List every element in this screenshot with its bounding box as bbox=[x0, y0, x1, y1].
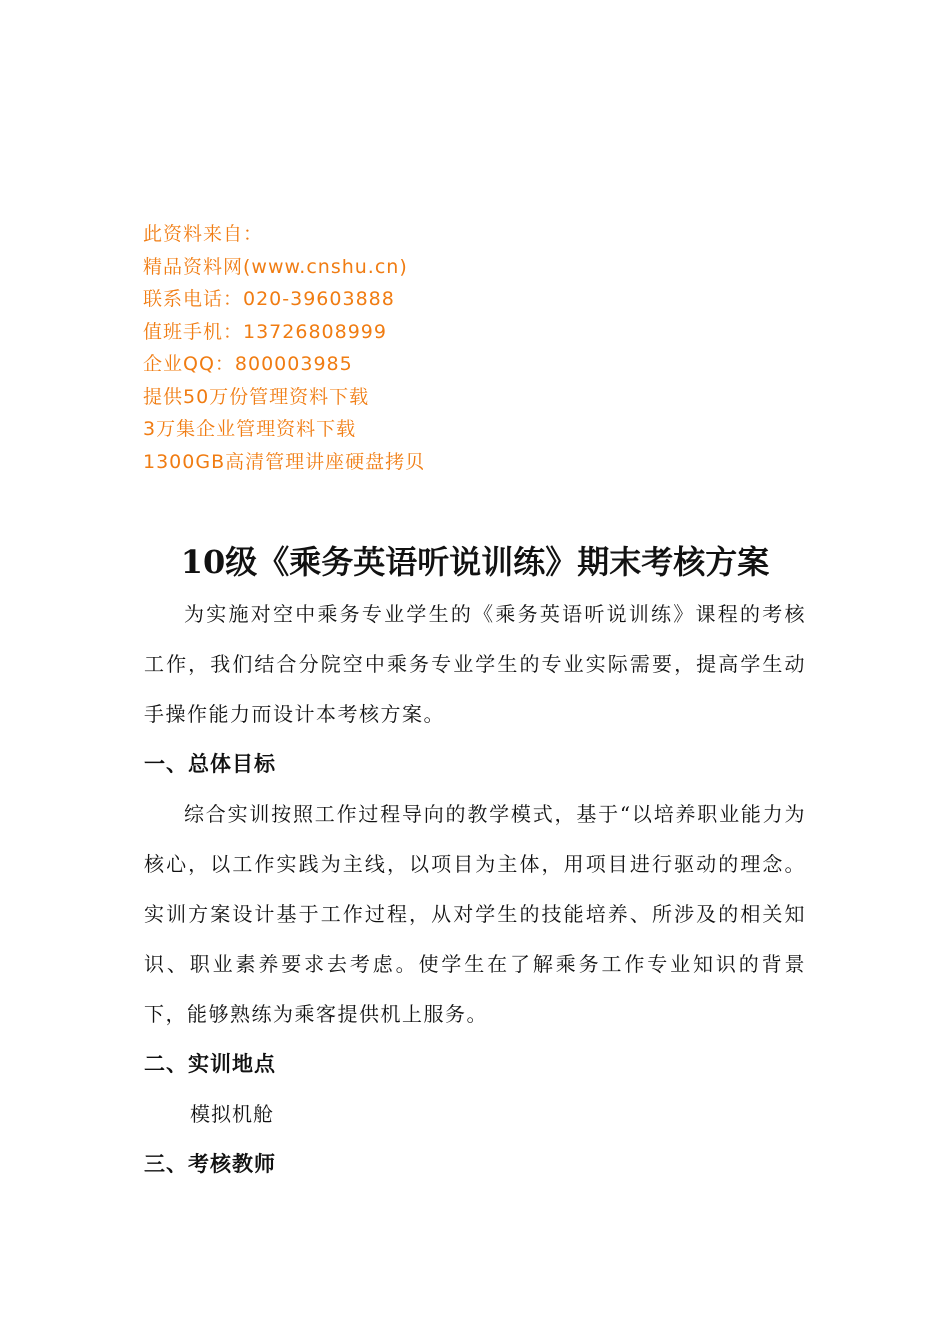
section-heading-teachers: 三、考核教师 bbox=[144, 1151, 276, 1176]
section-text-location: 模拟机舱 bbox=[190, 1102, 274, 1126]
source-line: 联系电话：020-39603888 bbox=[143, 288, 395, 310]
section-heading-location: 二、实训地点 bbox=[144, 1051, 276, 1076]
source-line: 此资料来自： bbox=[143, 223, 264, 245]
section-paragraph-goals: 综合实训按照工作过程导向的教学模式，基于“以培养职业能力为核心，以工作实践为主线，以项目为主体，用项目进行驱动的理念。实训方案设计基于工作过程，从对学生的技能培养、所涉及的相关知识、职业素养要求去考虑。使学生在了解乘务工作专业知识的背景下，能够熟练为乘客提供机上服务。 bbox=[144, 802, 806, 1026]
source-line: 精品资料网(www.cnshu.cn) bbox=[143, 255, 408, 278]
section-heading-goals: 一、总体目标 bbox=[144, 751, 276, 776]
document-title: 10级《乘务英语听说训练》期末考核方案 bbox=[180, 543, 770, 581]
source-line: 企业QQ：800003985 bbox=[143, 353, 353, 375]
source-line: 值班手机：13726808999 bbox=[143, 320, 387, 343]
source-info-block bbox=[143, 218, 743, 478]
document-body bbox=[144, 589, 806, 1189]
source-line: 提供50万份管理资料下载 bbox=[143, 385, 370, 408]
intro-paragraph: 为实施对空中乘务专业学生的《乘务英语听说训练》课程的考核工作，我们结合分院空中乘务专业学生的专业实际需要，提高学生动手操作能力而设计本考核方案。 bbox=[144, 602, 806, 726]
source-line: 1300GB高清管理讲座硬盘拷贝 bbox=[143, 450, 426, 473]
source-line: 3万集企业管理资料下载 bbox=[143, 418, 357, 440]
